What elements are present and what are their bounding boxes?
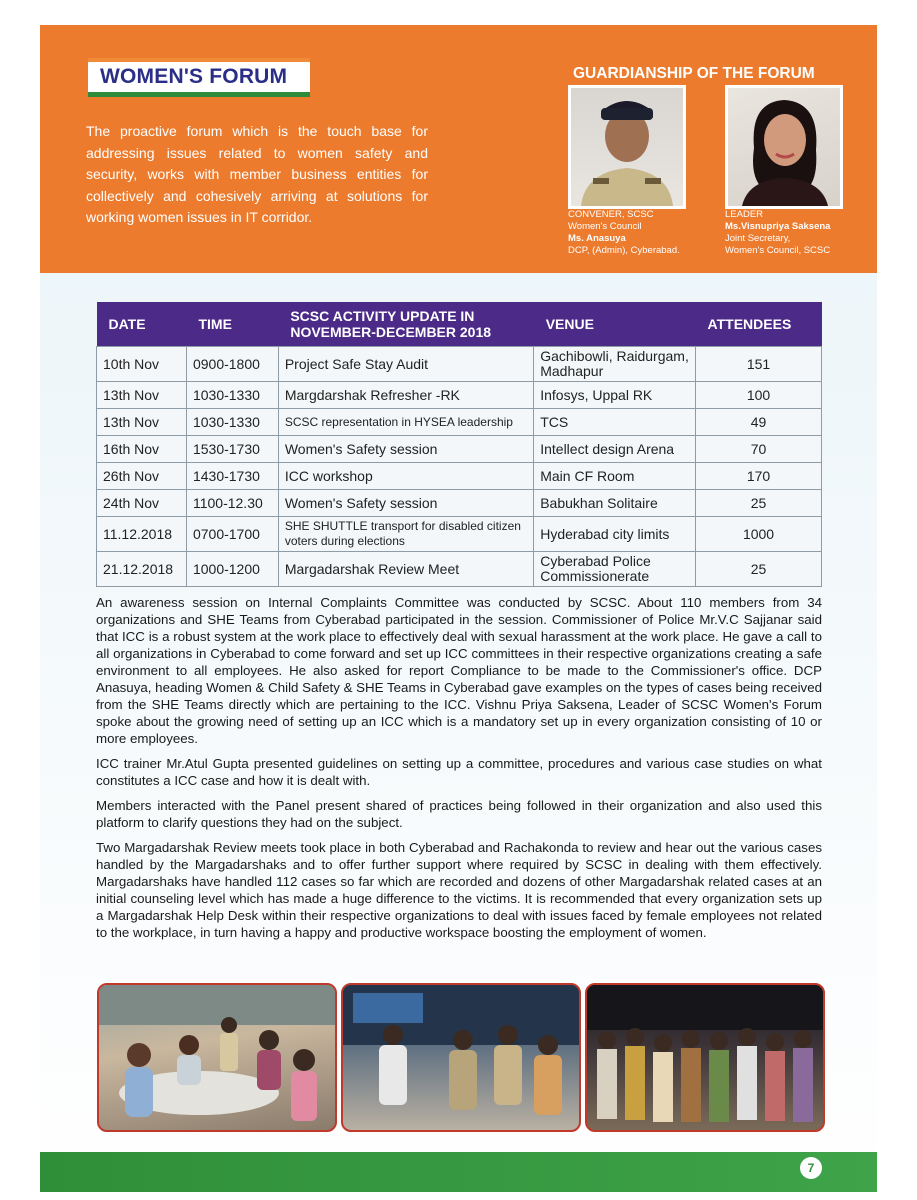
convener-org: Women's Council — [568, 221, 642, 232]
header-activity: SCSC ACTIVITY UPDATE IN NOVEMBER-DECEMBER 2018 — [278, 302, 533, 347]
cell-activity: Project Safe Stay Audit — [278, 347, 533, 382]
table-row — [97, 347, 822, 382]
cell-date: 21.12.2018 — [97, 552, 187, 587]
cell-time: 0700-1700 — [186, 517, 278, 552]
cell-venue: Main CF Room — [534, 463, 696, 490]
header-band — [40, 25, 877, 273]
session-photo-icon — [99, 985, 335, 1130]
cell-time: 1030-1330 — [186, 409, 278, 436]
cell-attendees: 170 — [696, 463, 822, 490]
table-row — [97, 552, 822, 587]
convener-portrait-icon — [571, 88, 683, 206]
cell-activity: Women's Safety session — [278, 436, 533, 463]
article-body — [96, 594, 822, 949]
cell-attendees: 70 — [696, 436, 822, 463]
activity-table — [96, 302, 822, 587]
cell-date: 26th Nov — [97, 463, 187, 490]
paragraph: Members interacted with the Panel present shared of practices being followed in their organization and also used this platform to clarify questions they had on the subject. — [96, 798, 822, 830]
cell-attendees: 25 — [696, 490, 822, 517]
convener-role: CONVENER, SCSC — [568, 209, 654, 220]
cell-venue: Hyderabad city limits — [534, 517, 696, 552]
newsletter-page — [40, 25, 877, 1192]
leader-role: LEADER — [725, 209, 764, 220]
cell-time: 1100-12.30 — [186, 490, 278, 517]
convener-caption — [568, 209, 680, 257]
cell-attendees: 151 — [696, 347, 822, 382]
group-photo-icon — [587, 985, 823, 1130]
cell-time: 1030-1330 — [186, 382, 278, 409]
leader-org: Women's Council, SCSC — [725, 245, 831, 256]
paragraph: Two Margadarshak Review meets took place in both Cyberabad and Rachakonda to review and hear out the various cases handled by the Margadarshaks and to offer further support where required by SCSC in dealing with them effectively. Margadarshaks have handled 112 cases so far which are recorded and dozens of other Margadarshak related cases at an initial counseling level which has made a huge difference to the victims. It is recommended that every organization sets up a Margadarshak Help Desk within their respective organizations to deal with issues faced by female employees not related to the workplace, in turn having a happy and productive workspace boosting the employment of women. — [96, 840, 822, 940]
table-row — [97, 436, 822, 463]
cell-attendees: 1000 — [696, 517, 822, 552]
cell-venue: Babukhan Solitaire — [534, 490, 696, 517]
cell-time: 0900-1800 — [186, 347, 278, 382]
leader-designation: Joint Secretary, — [725, 233, 791, 244]
cell-venue: Gachibowli, Raidurgam, Madhapur — [534, 347, 696, 382]
cell-date: 16th Nov — [97, 436, 187, 463]
cell-venue: Infosys, Uppal RK — [534, 382, 696, 409]
cell-venue: Cyberabad Police Commissionerate — [534, 552, 696, 587]
cell-attendees: 25 — [696, 552, 822, 587]
table-row — [97, 463, 822, 490]
table-row — [97, 490, 822, 517]
cell-activity: Women's Safety session — [278, 490, 533, 517]
header-time: TIME — [186, 302, 278, 347]
cell-venue: Intellect design Arena — [534, 436, 696, 463]
cell-activity: ICC workshop — [278, 463, 533, 490]
convener-photo — [568, 85, 686, 209]
section-title: WOMEN'S FORUM — [100, 65, 288, 88]
cell-activity: Margdarshak Refresher -RK — [278, 382, 533, 409]
cell-activity: Margadarshak Review Meet — [278, 552, 533, 587]
cell-attendees: 49 — [696, 409, 822, 436]
cell-date: 11.12.2018 — [97, 517, 187, 552]
paragraph: ICC trainer Mr.Atul Gupta presented guidelines on setting up a committee, procedures and various case studies on what constitutes a ICC case and how it is dealt with. — [96, 756, 822, 788]
leader-caption — [725, 209, 830, 257]
guardianship-title: GUARDIANSHIP OF THE FORUM — [573, 65, 815, 82]
leader-photo — [725, 85, 843, 209]
cell-date: 10th Nov — [97, 347, 187, 382]
cell-time: 1530-1730 — [186, 436, 278, 463]
cell-venue: TCS — [534, 409, 696, 436]
cell-activity: SHE SHUTTLE transport for disabled citizen voters during elections — [278, 517, 533, 552]
convener-name: Ms. Anasuya — [568, 233, 626, 244]
table-row — [97, 409, 822, 436]
event-photo-2 — [341, 983, 581, 1132]
event-photo-1 — [97, 983, 337, 1132]
table-row — [97, 517, 822, 552]
cell-attendees: 100 — [696, 382, 822, 409]
cell-date: 13th Nov — [97, 382, 187, 409]
header-date: DATE — [97, 302, 187, 347]
header-venue: VENUE — [534, 302, 696, 347]
footer-band — [40, 1152, 877, 1192]
page-number: 7 — [800, 1157, 822, 1179]
cell-time: 1430-1730 — [186, 463, 278, 490]
cell-time: 1000-1200 — [186, 552, 278, 587]
table-header-row — [97, 302, 822, 347]
intro-text: The proactive forum which is the touch base for addressing issues related to women safety and security, works with member business entities for collectively and cohesively arriving at solutions for working women issues in IT corridor. — [86, 123, 428, 225]
paragraph: An awareness session on Internal Complaints Committee was conducted by SCSC. About 110 members from 34 organizations and SHE Teams from Cyberabad participated in the session. Commissioner of Police Mr.V.C Sajjanar said that ICC is a robust system at the work place to effectively deal with sexual harassment at the work place. He gave a call to all organizations in Cyberabad to come forward and set up ICC committees in their respective organizations creating a safe environment to all employees. He also asked for report Compliance to be made to the Commissioner's office. DCP Anasuya, heading Women & Child Safety & SHE Teams in Cyberabad gave examples on the types of cases being received from the SHE Teams directly which are pertaining to the ICC. Vishnu Priya Saksena, Leader of SCSC Women's Forum spoke about the growing need of setting up an ICC which is a mandatory set up in every organization consisting of 10 or more employees. — [96, 595, 822, 746]
cell-date: 13th Nov — [97, 409, 187, 436]
cell-date: 24th Nov — [97, 490, 187, 517]
leader-name: Ms.Visnupriya Saksena — [725, 221, 831, 232]
convener-designation: DCP, (Admin), Cyberabad. — [568, 245, 680, 256]
review-meet-photo-icon — [343, 985, 579, 1130]
section-title-box — [88, 58, 310, 97]
leader-portrait-icon — [728, 88, 840, 206]
cell-activity: SCSC representation in HYSEA leadership — [278, 409, 533, 436]
table-row — [97, 382, 822, 409]
header-attendees: ATTENDEES — [696, 302, 822, 347]
event-photo-3 — [585, 983, 825, 1132]
